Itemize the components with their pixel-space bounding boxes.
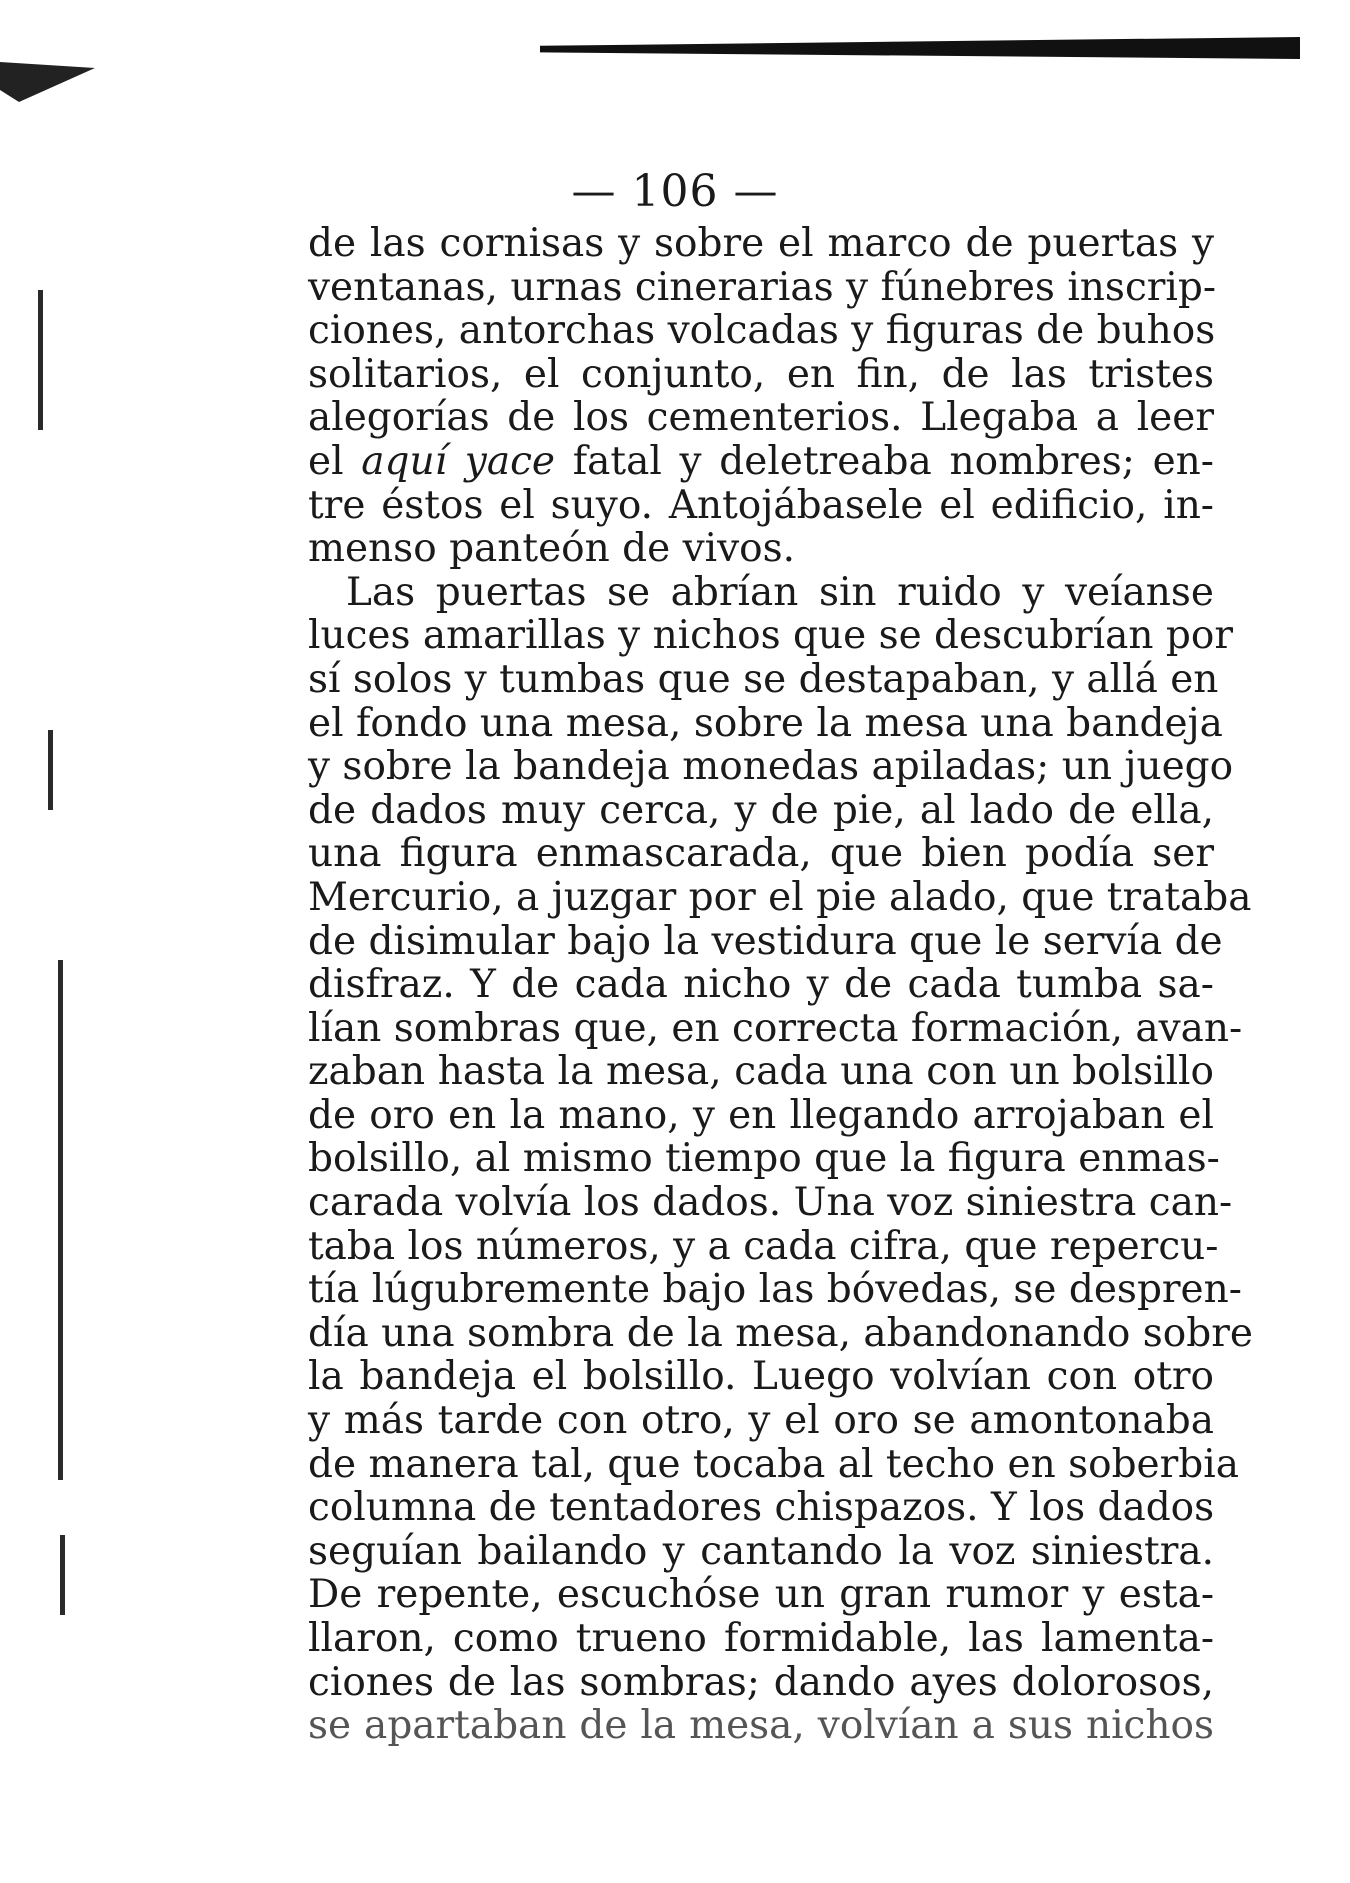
text-line: tre éstos el suyo. Antojábasele el edificio, in- xyxy=(308,482,1214,528)
edge-mark xyxy=(38,290,43,430)
text-line: taba los números, y a cada cifra, que repercu- xyxy=(308,1223,1219,1269)
text-line: llaron, como trueno formidable, las lamenta- xyxy=(308,1616,1214,1661)
text-line: ciones, antorchas volcadas y figuras de buhos xyxy=(308,308,1216,354)
text-line: Las puertas se abrían sin ruido y veíanse xyxy=(346,569,1214,615)
text-line: ciones de las sombras; dando ayes dolorosos, xyxy=(308,1659,1214,1705)
text-line: carada volvía los dados. Una voz siniestra can- xyxy=(308,1180,1233,1226)
text-fragment: fatal y deletreaba nombres; en- xyxy=(572,438,1214,484)
text-line: sí solos y tumbas que se destapaban, y allá en xyxy=(308,656,1219,702)
text-line: se apartaban de la mesa, volvían a sus nichos xyxy=(308,1703,1214,1749)
italic-text: aquí yace xyxy=(361,438,556,484)
text-line: zaban hasta la mesa, cada una con un bolsillo xyxy=(308,1049,1214,1095)
text-line: la bandeja el bolsillo. Luego volvían con otro xyxy=(308,1354,1214,1400)
body-text xyxy=(308,221,1253,1749)
corner-mark xyxy=(0,62,95,102)
text-line: ventanas, urnas cinerarias y fúnebres inscrip- xyxy=(308,264,1217,310)
text-fragment: el xyxy=(308,438,344,484)
text-line: una figura enmascarada, que bien podía ser xyxy=(308,831,1214,877)
text-line xyxy=(308,440,1214,484)
text-line: Mercurio, a juzgar por el pie alado, que trataba xyxy=(308,874,1252,920)
text-line: columna de tentadores chispazos. Y los dados xyxy=(308,1485,1215,1531)
text-line: de disimular bajo la vestidura que le servía de xyxy=(308,918,1223,964)
text-line: y más tarde con otro, y el oro se amontonaba xyxy=(308,1398,1214,1444)
text-line: de manera tal, que tocaba al techo en soberbia xyxy=(308,1441,1239,1487)
text-line: el fondo una mesa, sobre la mesa una bandeja xyxy=(308,700,1223,746)
text-line: seguían bailando y cantando la voz siniestra. xyxy=(308,1528,1214,1574)
text-line: disfraz. Y de cada nicho y de cada tumba sa- xyxy=(308,962,1214,1008)
edge-mark xyxy=(58,960,63,1480)
text-line: de dados muy cerca, y de pie, al lado de ella, xyxy=(308,787,1214,833)
edge-mark xyxy=(48,730,53,810)
text-line: luces amarillas y nichos que se descubrían por xyxy=(308,613,1234,659)
text-line: De repente, escuchóse un gran rumor y esta- xyxy=(308,1572,1214,1618)
text-line: de las cornisas y sobre el marco de puertas y xyxy=(308,221,1214,266)
text-line: día una sombra de la mesa, abandonando sobre xyxy=(308,1310,1253,1356)
edge-mark xyxy=(60,1535,65,1615)
top-rule xyxy=(540,37,1300,59)
text-line: bolsillo, al mismo tiempo que la figura enmas- xyxy=(308,1136,1220,1182)
text-line: y sobre la bandeja monedas apiladas; un juego xyxy=(308,744,1234,790)
paragraph xyxy=(308,221,1217,572)
text-line: lían sombras que, en correcta formación, avan- xyxy=(308,1005,1243,1051)
paragraph xyxy=(308,569,1253,1749)
text-line: de oro en la mano, y en llegando arrojaban el xyxy=(308,1092,1214,1138)
text-line: alegorías de los cementerios. Llegaba a leer xyxy=(308,395,1214,441)
text-line: menso panteón de vivos. xyxy=(308,526,796,572)
text-line: tía lúgubremente bajo las bóvedas, se despren- xyxy=(308,1267,1242,1313)
page-number: — 106 — xyxy=(571,166,779,217)
text-line: solitarios, el conjunto, en fin, de las tristes xyxy=(308,351,1214,397)
